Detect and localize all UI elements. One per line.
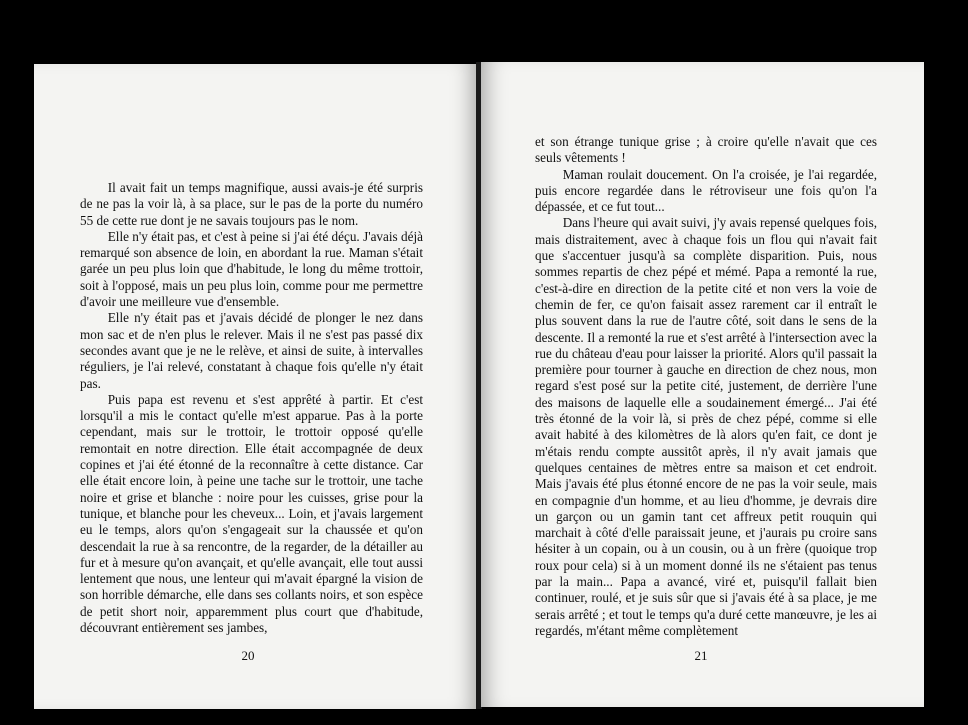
paragraph: Elle n'y était pas et j'avais décidé de plonger le nez dans mon sac et de n'en plus le relever. Mais il ne s'est pas passé dix secondes avant que je ne le relève, et ainsi de suite, à intervalles réguliers, je l'ai relevé, constatant à chaque fois qu'elle n'y était pas. — [80, 310, 423, 391]
paragraph: Elle n'y était pas, et c'est à peine si j'ai été déçu. J'avais déjà remarqué son absence de loin, en abordant la rue. Maman s'était garée un peu plus loin que d'habitude, le long du même trottoir, soit à l'opposé, mais un peu plus loin, comme pour me permettre d'avoir une meilleure vue d'ensemble. — [80, 228, 423, 310]
right-page — [481, 62, 924, 707]
page-number-right: 21 — [694, 648, 708, 663]
paragraph-continuation: et son étrange tunique grise ; à croire qu'elle n'avait que ces seuls vêtements ! — [535, 134, 877, 166]
left-page — [34, 64, 477, 709]
paragraph: Dans l'heure qui avait suivi, j'y avais repensé quelques fois, mais distraitement, avec à chaque fois un flou qui n'avait fait que s'accentuer jusqu'à sa complète disparition. Puis, nous sommes repartis de chez pépé et mémé. Papa a remonté la rue, c'est-à-dire en direction de la petite cité et non vers la voie de chemin de fer, ce qu'on faisait assez rarement car il entraît le plus souvent dans la rue de l'autre côté, soit dans le sens de la descente. Il a remonté la rue et s'est arrêté à l'intersection avec la rue du château d'eau pour laisser la priorité. Alors qu'il passait la première pour tourner à gauche en direction de chez nous, mon regard s'est posé sur la petite cité, justement, de derrière l'une des maisons de laquelle elle a soudainement émergé... J'ai été très étonné de la voir là, si près de chez pépé, comme si elle avait habité à des kilomètres de là alors qu'en fait, ce dont je m'étais rendu compte aussitôt après, il n'y avait jamais que quelques centaines de mètres entre sa maison et cet endroit. Mais j'avais été plus étonné encore de ne pas la voir seule, mais en compagnie d'un homme, et au lieu d'homme, je devrais dire un garçon ou un gamin tant cet affreux petit rouquin qui marchait à côté d'elle paraissait jeune, et j'aurais pu croire sans hésiter à un copain, ou à un cousin, ou à un frère (quoique trop roux pour cela) si à un moment donné ils ne s'étaient pas tenus par la main... Papa a avancé, viré et, puisqu'il fallait bien continuer, roulé, et je suis sûr que si j'avais été à sa place, je me serais arrêté ; et tout le temps qu'a duré cette manœuvre, je les ai regardés, m'étant même complètement — [535, 215, 877, 638]
page-number-left: 20 — [241, 648, 255, 663]
right-page-text — [535, 134, 877, 639]
paragraph: Puis papa est revenu et s'est apprêté à partir. Et c'est lorsqu'il a mis le contact qu'elle m'est apparue. Pas à la porte cependant, mais sur le trottoir, le trottoir opposé qu'elle remontait en notre direction. Elle était accompagnée de deux copines et j'ai été étonné de la reconnaître à cette distance. Car elle était encore loin, à peine une tache sur le trottoir, une tache noire et grise et blanche : noire pour les cuisses, grise pour la tunique, et blanche pour les cheveux... Loin, et j'avais largement eu le temps, alors qu'on s'engageait sur la chaussée et qu'on descendait la rue à sa rencontre, de la regarder, de la détailler au fur et à mesure qu'on avançait, et qu'elle avançait, elle tout aussi lentement que nous, une lenteur qui m'avait épargné la vision de son horrible démarche, elle dans ses collants noirs, et son espèce de petit short noir, apparemment plus court que d'habitude, découvrant entièrement ses jambes, — [80, 391, 423, 636]
paragraph: Il avait fait un temps magnifique, aussi avais-je été surpris de ne pas la voir là, à sa place, sur le pas de la porte du numéro 55 de cette rue dont je ne savais toujours pas le nom. — [80, 180, 423, 228]
left-page-text — [80, 180, 423, 636]
paragraph: Maman roulait doucement. On l'a croisée, je l'ai regardée, puis encore regardée dans le rétroviseur une fois qu'on l'a dépassée, et ce fut tout... — [535, 166, 877, 215]
